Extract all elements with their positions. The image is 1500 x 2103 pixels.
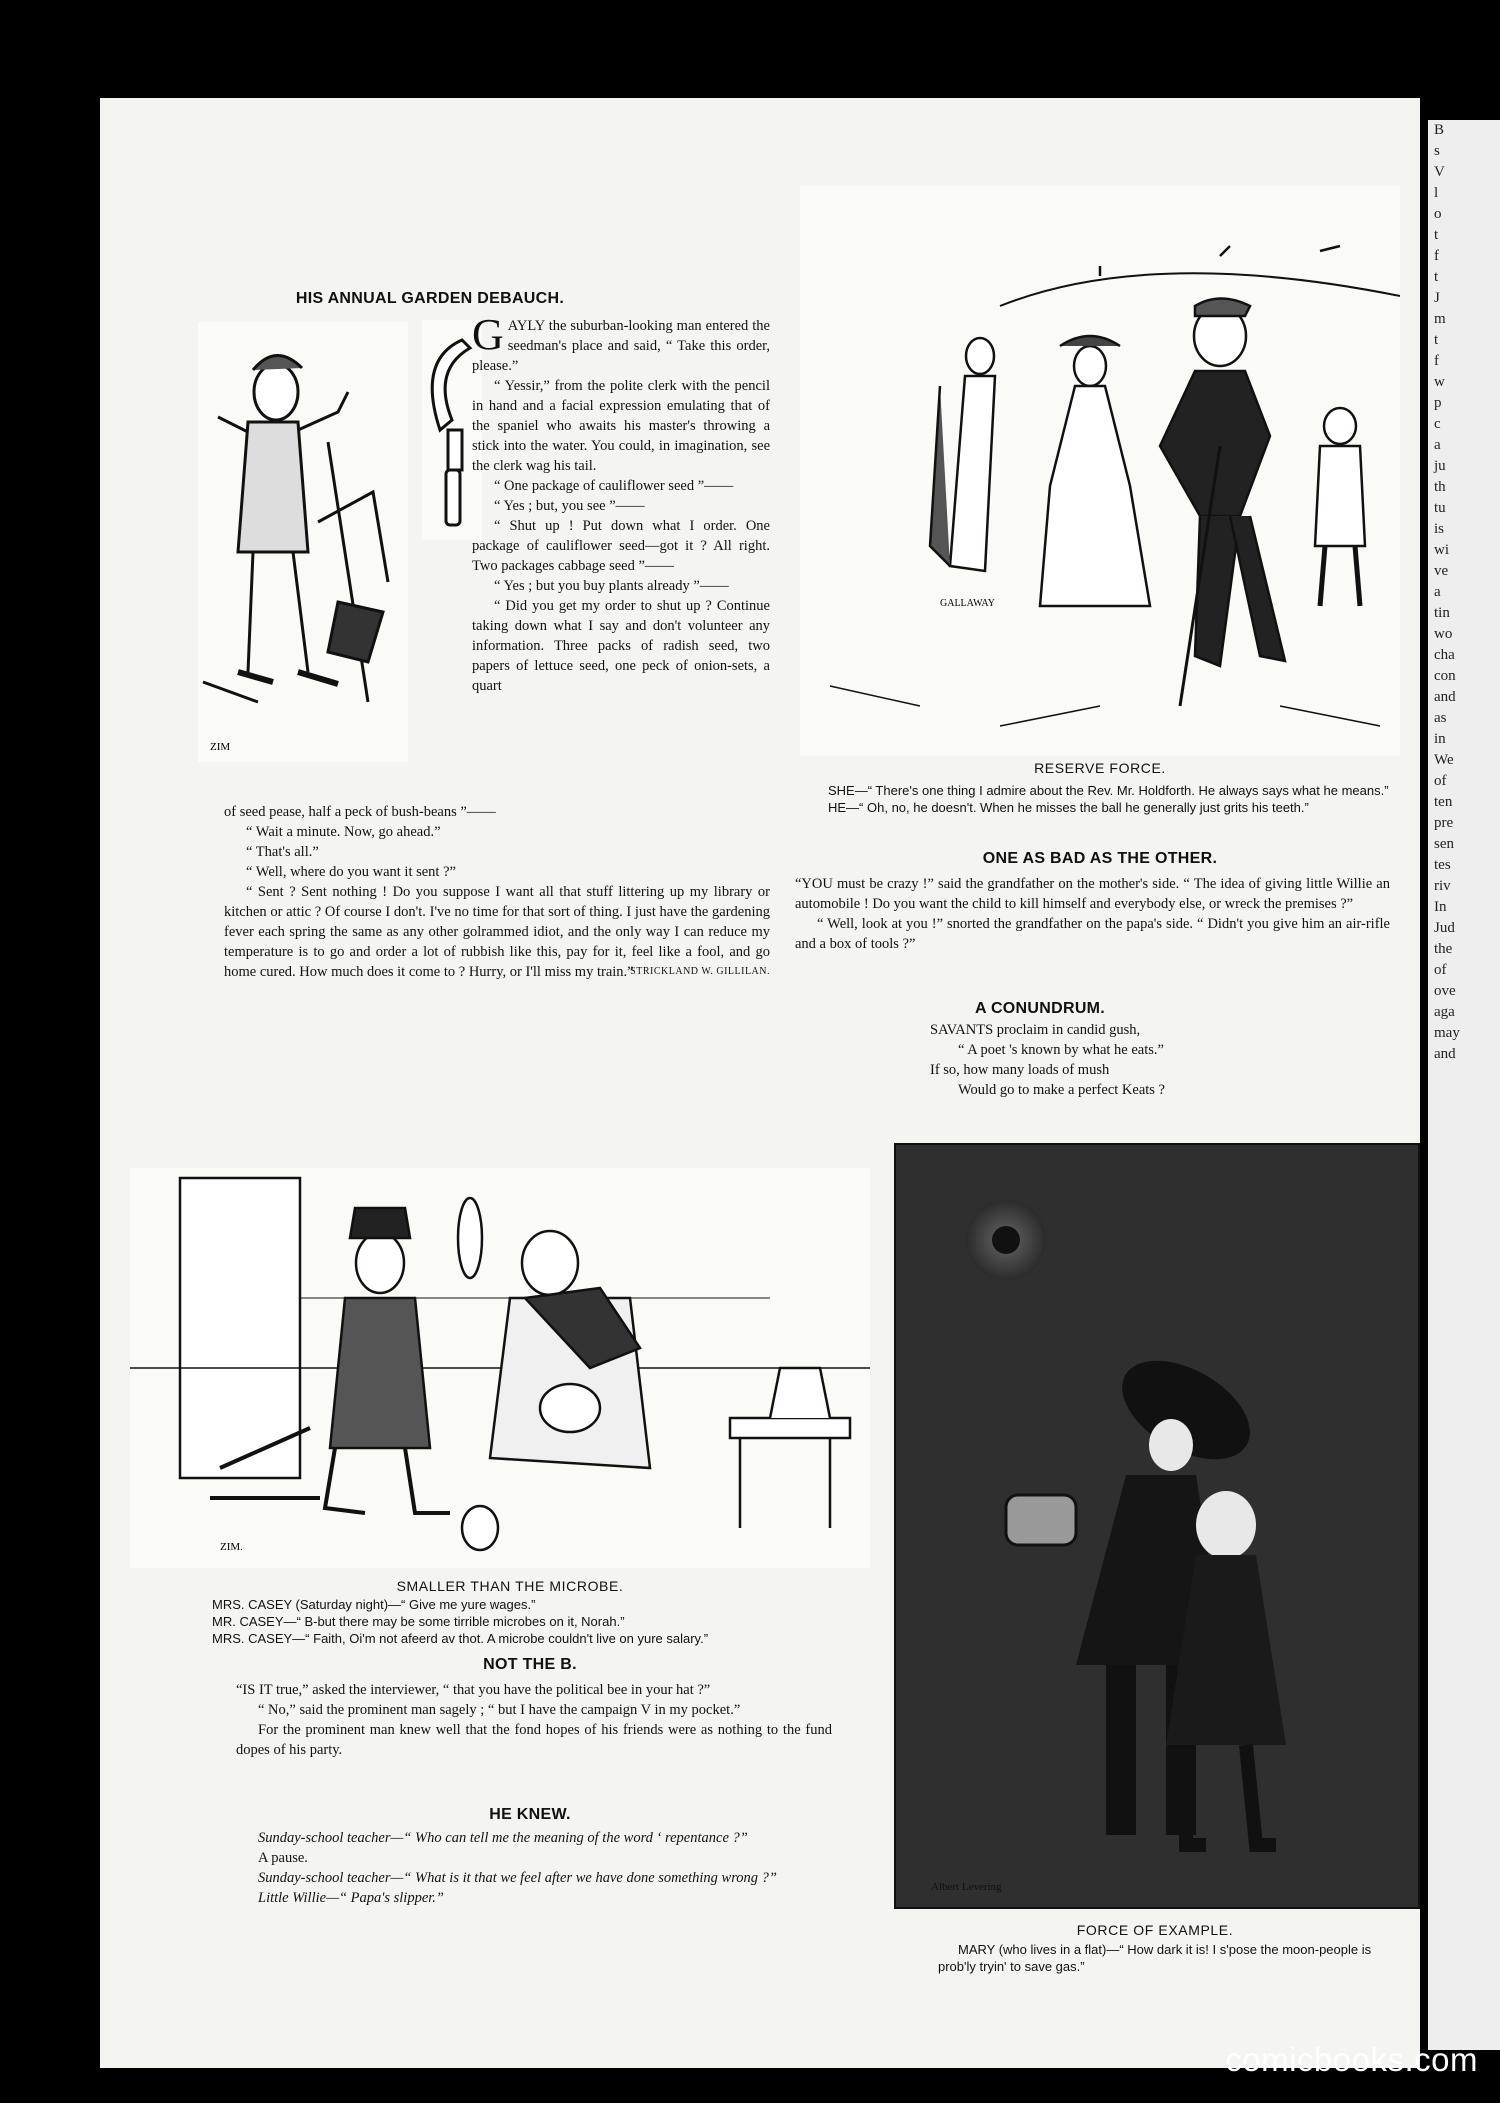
gutter-fragment: V [1434,164,1445,180]
not-the-b-paragraph: “ No,” said the prominent man sagely ; “ but I have the campaign V in my pocket.” [258,1702,741,1718]
gutter-fragment: cha [1434,647,1455,663]
gutter-fragment: ve [1434,563,1449,579]
not-the-b-headline: NOT THE B. [483,1656,577,1673]
gutter-fragment: sen [1434,836,1454,852]
gutter-fragment: o [1434,206,1442,222]
reserve-title: RESERVE FORCE. [1034,760,1166,776]
gutter-fragment: a [1434,437,1441,453]
one-as-bad-headline: ONE AS BAD AS THE OTHER. [982,850,1218,867]
gutter-fragment: Jud [1434,920,1455,936]
he-knew-paragraph: Sunday-school teacher—“ Who can tell me the meaning of the word ‘ repentance ?” [258,1830,748,1846]
gutter-fragment: t [1434,269,1439,285]
adjacent-page-gutter [1428,120,1500,2050]
gutter-fragment: t [1434,227,1439,243]
gutter-fragment: In [1434,899,1447,915]
conundrum-poem [930,1020,1290,1100]
microbe-caption [212,1596,832,1647]
microbe-illustration [130,1168,870,1568]
force-title: FORCE OF EXAMPLE. [1076,1922,1234,1938]
gutter-fragment: We [1434,752,1454,768]
garden-wide-paragraph: “ Wait a minute. Now, go ahead.” [246,824,441,840]
force-illustration [894,1143,1420,1909]
gutter-fragment: aga [1434,1004,1455,1020]
garden-column-text [472,310,770,696]
one-as-bad-paragraph: “ Well, look at you !” snorted the grandfather on the papa's side. “ Didn't you give him an air-rifle and a box of tools ?” [795,916,1390,952]
garden-illustration-signature: ZIM [210,741,231,753]
garden-author: STRICKLAND W. GILLILAN. [630,966,770,977]
gutter-fragment: of [1434,962,1447,978]
gutter-fragment: wo [1434,626,1453,642]
not-the-b-paragraph: For the prominent man knew well that the fond hopes of his friends were as nothing to the fund dopes of his party. [236,1722,832,1758]
force-drawing [896,1145,1418,1907]
not-the-b-text [236,1680,832,1760]
garden-wide-paragraph: “ Sent ? Sent nothing ! Do you suppose I want all that stuff littering up my library or kitchen or attic ? Of course I don't. I've no time for that sort of thing. I just have the gardening fever each spring the same as any other golrammed idiot, and the only way I can reduce my temperature is to go and order a lot of rubbish like this, pay for it, feel like a fool, and go home cured. How much does it come to ? Hurry, or I'll miss my train.” [224,884,770,980]
reserve-line-he: HE—“ Oh, no, he doesn't. When he misses the ball he generally just grits his teeth.” [828,800,1309,815]
gutter-fragment: and [1434,689,1456,705]
gutter-fragment: t [1434,332,1439,348]
gutter-fragment: the [1434,941,1453,957]
gutter-fragment: c [1434,416,1441,432]
gutter-fragment: J [1434,290,1440,306]
garden-headline: HIS ANNUAL GARDEN DEBAUCH. [295,290,565,307]
gutter-fragment: wi [1434,542,1449,558]
microbe-title: SMALLER THAN THE MICROBE. [396,1578,624,1594]
golf-illustration-signature: GALLAWAY [940,598,995,609]
garden-paragraph: “ Did you get my order to shut up ? Continue taking down what I say and don't volunteer any information. Three packs of radish seed, two papers of lettuce seed, one peck of onion-sets, a quart [472,598,770,694]
golf-illustration [800,186,1400,756]
gutter-fragment: a [1434,584,1441,600]
gutter-fragment: pre [1434,815,1454,831]
gutter-fragment: s [1434,143,1440,159]
gutter-fragment: f [1434,353,1439,369]
garden-lead: AYLY the suburban-looking man entered the seedman's place and said, “ Take this order, please.” [472,318,770,374]
golf-drawing [800,186,1400,756]
force-caption: MARY (who lives in a flat)—“ How dark it is! I s'pose the moon-people is prob'ly tryin' to save gas.” [938,1942,1372,1974]
gutter-fragment: is [1434,521,1445,537]
gutter-fragment: f [1434,248,1439,264]
garden-paragraph: “ Yes ; but you buy plants already ”—— [494,578,729,594]
he-knew-text [236,1828,832,1908]
gutter-fragment: and [1434,1046,1456,1062]
gutter-fragment: may [1434,1025,1460,1041]
gutter-fragment: of [1434,773,1447,789]
garden-wide-paragraph: “ That's all.” [246,844,319,860]
gutter-fragment: tin [1434,605,1450,621]
force-illustration-signature: Albert Levering [931,1881,1002,1893]
site-watermark: comicbooks.com [1225,2041,1478,2078]
garden-paragraph: “ Shut up ! Put down what I order. One package of cauliflower seed—got it ? All right. Two packages cabbage seed ”—— [472,518,770,574]
gutter-fragment: riv [1434,878,1451,894]
garden-wide-paragraph: of seed pease, half a peck of bush-beans ”—— [224,804,496,820]
garden-paragraph: “ Yes ; but, you see ”—— [494,498,645,514]
gutter-fragment: ove [1434,983,1456,999]
garden-dropcap: G [472,310,504,359]
gutter-fragment: th [1434,479,1446,495]
conundrum-line: If so, how many loads of mush [930,1062,1110,1078]
conundrum-line: SAVANTS proclaim in candid gush, [930,1022,1141,1038]
gutter-fragment: as [1434,710,1447,726]
conundrum-line: Would go to make a perfect Keats ? [958,1082,1165,1098]
he-knew-paragraph: Little Willie—“ Papa's slipper.” [258,1890,444,1906]
gutter-fragment: B [1434,122,1445,138]
garden-wide-text [224,802,770,982]
gutter-fragment: w [1434,374,1445,390]
microbe-line: MRS. CASEY (Saturday night)—“ Give me yure wages.” [212,1597,536,1612]
gutter-fragment: tu [1434,500,1446,516]
gutter-fragment: con [1434,668,1456,684]
gutter-fragment: tes [1434,857,1451,873]
gutter-fragment: in [1434,731,1446,747]
one-as-bad-text [795,874,1390,954]
microbe-line: MR. CASEY—“ B-but there may be some tirrible microbes on it, Norah.” [212,1614,625,1629]
he-knew-paragraph: Sunday-school teacher—“ What is it that we feel after we have done something wrong ?” [258,1870,777,1886]
microbe-illustration-signature: ZIM. [220,1541,243,1553]
microbe-line: MRS. CASEY—“ Faith, Oi'm not afeerd av thot. A microbe couldn't live on yure salary.” [212,1631,709,1646]
not-the-b-paragraph: “IS IT true,” asked the interviewer, “ that you have the political bee in your hat ?” [236,1682,711,1698]
reserve-caption [808,782,1390,816]
one-as-bad-paragraph: “YOU must be crazy !” said the grandfather on the mother's side. “ The idea of giving little Willie an automobile ! Do you want the child to kill himself and everybody else, or wreck the premises ?” [795,876,1390,912]
he-knew-paragraph: A pause. [258,1850,308,1866]
gutter-fragment: l [1434,185,1439,201]
microbe-drawing [130,1168,870,1568]
gutter-fragment: ju [1434,458,1446,474]
gutter-fragment: p [1434,395,1442,411]
garden-man-drawing [198,322,408,762]
he-knew-headline: HE KNEW. [489,1806,571,1823]
conundrum-headline: A CONUNDRUM. [974,1000,1106,1017]
garden-man-illustration [198,322,408,762]
magazine-page [100,98,1420,2068]
garden-wide-paragraph: “ Well, where do you want it sent ?” [246,864,456,880]
gutter-fragment: m [1434,311,1446,327]
reserve-line-she: SHE—“ There's one thing I admire about the Rev. Mr. Holdforth. He always says what he means.” [828,783,1389,798]
conundrum-line: “ A poet 's known by what he eats.” [958,1042,1164,1058]
garden-paragraph: “ Yessir,” from the polite clerk with the pencil in hand and a facial expression emulating that of the spaniel who awaits his master's throwing a stick into the water. You could, in imagination, see the clerk wag his tail. [472,378,770,474]
gutter-fragment: ten [1434,794,1453,810]
garden-paragraph: “ One package of cauliflower seed ”—— [494,478,734,494]
